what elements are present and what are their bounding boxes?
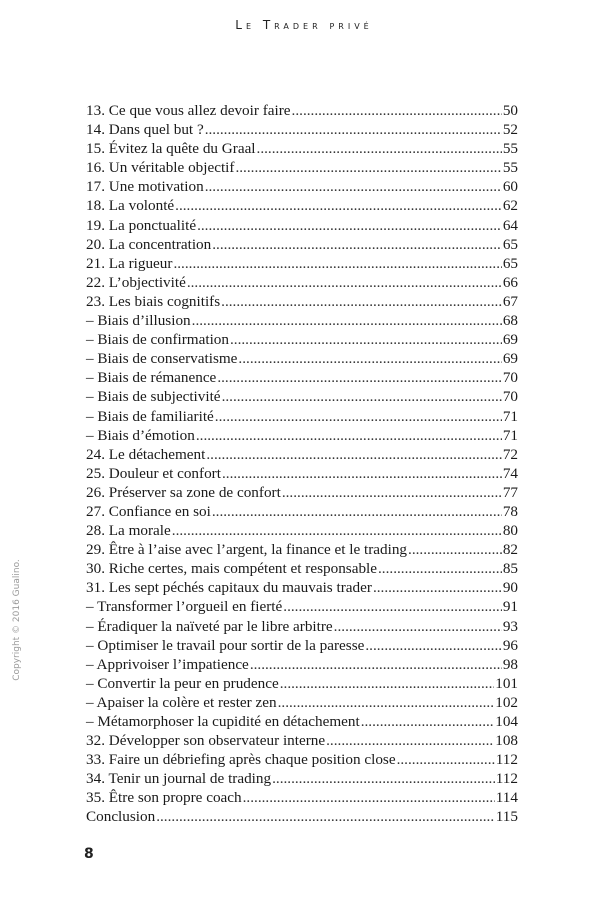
toc-entry-page: 104 [495, 713, 518, 730]
toc-entry-page: 90 [502, 579, 518, 597]
toc-entry-page: 70 [502, 388, 518, 406]
dot-leader [222, 387, 502, 406]
toc-entry [86, 407, 518, 426]
dot-leader [250, 655, 502, 674]
dot-leader [230, 330, 502, 349]
toc-entry-label: – Biais de conservatisme [86, 350, 238, 368]
toc-entry [86, 311, 518, 330]
dot-leader [222, 464, 502, 483]
toc-entry [86, 731, 518, 750]
toc-entry-page: 65 [502, 235, 518, 253]
dot-leader [326, 731, 494, 750]
toc-entry-label: 19. La ponctualité [86, 216, 197, 234]
toc-entry [86, 807, 518, 826]
toc-entry-page: 50 [502, 102, 518, 119]
toc-entry-page: 52 [502, 121, 518, 139]
dot-leader [243, 788, 495, 807]
toc-entry [86, 292, 518, 311]
dot-leader [173, 254, 501, 273]
dot-leader [156, 807, 495, 826]
toc-entry-label: 28. La morale [86, 522, 171, 540]
toc-entry [86, 617, 518, 636]
toc-entry-label: 13. Ce que vous allez devoir faire [86, 102, 291, 119]
toc-entry [86, 502, 518, 521]
toc-entry-label: 14. Dans quel but ? [86, 121, 204, 139]
table-of-contents [86, 101, 518, 827]
toc-entry [86, 788, 518, 807]
toc-entry-label: 16. Un véritable objectif [86, 159, 235, 177]
toc-entry [86, 674, 518, 693]
toc-entry-label: 15. Évitez la quête du Graal [86, 140, 256, 158]
toc-entry-page: 96 [502, 636, 518, 654]
toc-entry-page: 101 [495, 674, 518, 692]
toc-entry-label: 25. Douleur et confort [86, 464, 221, 482]
toc-entry [86, 216, 518, 235]
toc-entry-label: – Apaiser la colère et rester zen [86, 693, 277, 711]
toc-entry-page: 77 [502, 483, 518, 501]
dot-leader [280, 674, 494, 693]
toc-entry [86, 750, 518, 769]
dot-leader [365, 636, 501, 655]
toc-entry-page: 72 [502, 445, 518, 463]
dot-leader [205, 177, 502, 196]
toc-entry [86, 426, 518, 445]
toc-entry-label: 31. Les sept péchés capitaux du mauvais trader [86, 579, 372, 597]
toc-entry [86, 387, 518, 406]
dot-leader [212, 235, 502, 254]
toc-entry-page: 55 [502, 140, 518, 158]
toc-entry-page: 64 [502, 216, 518, 234]
toc-entry-label: 21. La rigueur [86, 254, 173, 272]
toc-entry-label: – Biais d’illusion [86, 312, 191, 330]
toc-entry [86, 540, 518, 559]
toc-entry-page: 71 [502, 426, 518, 444]
toc-entry-label: – Optimiser le travail pour sortir de la paresse [86, 636, 365, 654]
dot-leader [206, 445, 501, 464]
dot-leader [334, 617, 502, 636]
toc-entry [86, 120, 518, 139]
toc-entry-label: 30. Riche certes, mais compétent et responsable [86, 560, 377, 578]
toc-entry-label: 26. Préserver sa zone de confort [86, 483, 281, 501]
toc-entry [86, 445, 518, 464]
dot-leader [205, 120, 502, 139]
dot-leader [187, 273, 502, 292]
dot-leader [257, 139, 502, 158]
toc-entry-label: Conclusion [86, 808, 156, 826]
toc-entry-page: 85 [502, 560, 518, 578]
toc-entry-label: 17. Une motivation [86, 178, 204, 196]
dot-leader [292, 101, 502, 120]
toc-entry [86, 712, 518, 731]
toc-entry [86, 578, 518, 597]
toc-entry-label: 20. La concentration [86, 235, 212, 253]
toc-entry-label: 34. Tenir un journal de trading [86, 770, 272, 788]
toc-entry-label: 18. La volonté [86, 197, 175, 215]
toc-entry [86, 483, 518, 502]
toc-entry [86, 693, 518, 712]
toc-entry-page: 80 [502, 522, 518, 540]
toc-entry-label: 35. Être son propre coach [86, 789, 242, 807]
toc-entry [86, 254, 518, 273]
toc-entry [86, 464, 518, 483]
toc-entry-page: 65 [502, 254, 518, 272]
toc-entry-page: 98 [502, 655, 518, 673]
toc-entry [86, 636, 518, 655]
toc-entry-label: – Biais de subjectivité [86, 388, 221, 406]
dot-leader [378, 559, 502, 578]
toc-entry-label: 33. Faire un débriefing après chaque position close [86, 751, 396, 769]
dot-leader [196, 426, 502, 445]
dot-leader [397, 750, 495, 769]
toc-entry-page: 69 [502, 331, 518, 349]
dot-leader [221, 292, 502, 311]
toc-entry [86, 235, 518, 254]
toc-entry-page: 91 [502, 598, 518, 616]
toc-entry-page: 102 [495, 693, 518, 711]
dot-leader [408, 540, 502, 559]
toc-entry [86, 559, 518, 578]
dot-leader [238, 349, 501, 368]
toc-entry-label: 29. Être à l’aise avec l’argent, la finance et le trading [86, 541, 408, 559]
toc-entry [86, 368, 518, 387]
toc-entry-label: 23. Les biais cognitifs [86, 292, 221, 310]
dot-leader [235, 158, 501, 177]
toc-entry-label: – Biais de rémanence [86, 369, 217, 387]
toc-entry-label: – Éradiquer la naïveté par le libre arbitre [86, 617, 333, 635]
toc-entry-page: 74 [502, 464, 518, 482]
toc-entry-page: 66 [502, 273, 518, 291]
toc-entry-label: – Métamorphoser la cupidité en détachement [86, 713, 360, 730]
dot-leader [172, 521, 502, 540]
running-title: Le Trader privé [235, 18, 373, 32]
toc-entry-page: 62 [502, 197, 518, 215]
page-number: 8 [84, 846, 94, 862]
toc-entry-label: 27. Confiance en soi [86, 502, 211, 520]
toc-entry-label: – Transformer l’orgueil en fierté [86, 598, 283, 616]
dot-leader [192, 311, 502, 330]
toc-entry [86, 349, 518, 368]
dot-leader [373, 578, 502, 597]
toc-entry [86, 769, 518, 788]
dot-leader [217, 368, 502, 387]
toc-entry-label: 22. L’objectivité [86, 273, 186, 291]
toc-entry [86, 521, 518, 540]
toc-entry-label: – Biais de confirmation [86, 331, 229, 349]
toc-entry [86, 330, 518, 349]
dot-leader [278, 693, 495, 712]
toc-entry-label: 24. Le détachement [86, 445, 206, 463]
toc-entry-page: 82 [502, 541, 518, 559]
toc-entry-page: 115 [495, 808, 518, 826]
toc-entry-page: 114 [495, 789, 518, 807]
toc-entry [86, 273, 518, 292]
toc-entry-label: – Biais de familiarité [86, 407, 214, 425]
running-header [0, 18, 608, 32]
toc-entry-page: 78 [502, 502, 518, 520]
dot-leader [283, 597, 502, 616]
toc-entry-page: 55 [502, 159, 518, 177]
toc-entry-page: 108 [495, 732, 518, 750]
toc-entry [86, 655, 518, 674]
dot-leader [272, 769, 495, 788]
toc-entry-label: 32. Développer son observateur interne [86, 732, 326, 750]
toc-entry [86, 597, 518, 616]
toc-entry [86, 177, 518, 196]
toc-entry-page: 68 [502, 312, 518, 330]
toc-entry-page: 70 [502, 369, 518, 387]
toc-entry [86, 158, 518, 177]
dot-leader [197, 216, 502, 235]
toc-entry-page: 112 [495, 770, 518, 788]
toc-entry-label: – Apprivoiser l’impatience [86, 655, 249, 673]
toc-entry-label: – Convertir la peur en prudence [86, 674, 279, 692]
dot-leader [361, 712, 495, 731]
toc-entry-page: 67 [502, 292, 518, 310]
toc-entry-page: 69 [502, 350, 518, 368]
toc-entry-page: 93 [502, 617, 518, 635]
dot-leader [212, 502, 502, 521]
dot-leader [175, 196, 502, 215]
copyright-notice: Copyright © 2016 Gualino. [12, 559, 22, 681]
dot-leader [282, 483, 502, 502]
dot-leader [215, 407, 502, 426]
toc-entry-page: 112 [495, 751, 518, 769]
toc-entry [86, 101, 518, 120]
toc-entry-label: – Biais d’émotion [86, 426, 195, 444]
toc-entry-page: 60 [502, 178, 518, 196]
toc-entry-page: 71 [502, 407, 518, 425]
toc-entry [86, 196, 518, 215]
toc-entry [86, 139, 518, 158]
